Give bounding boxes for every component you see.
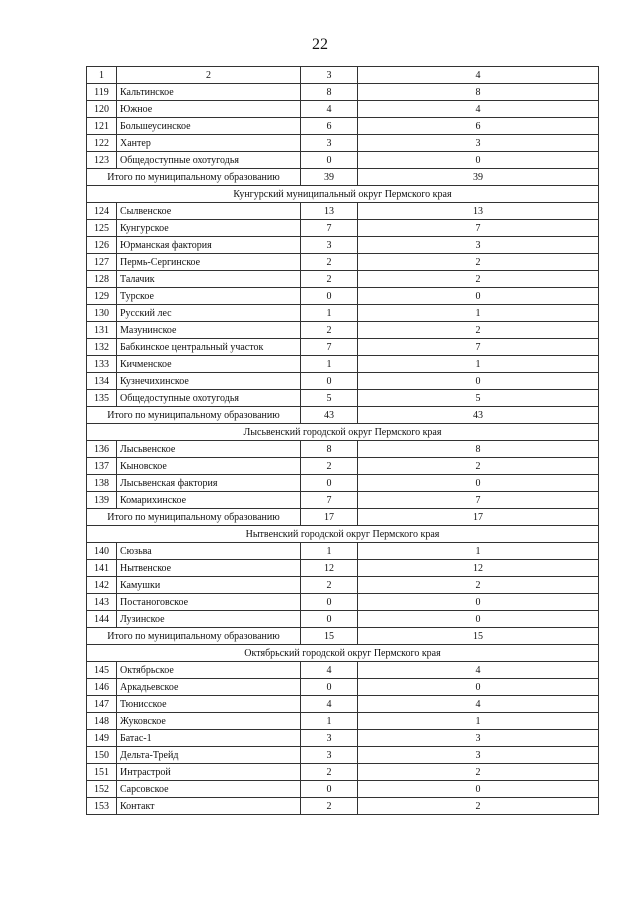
hunting-ground-name: Мазунинское	[117, 322, 301, 339]
hunting-ground-name: Талачик	[117, 271, 301, 288]
hunting-ground-name: Кыновское	[117, 458, 301, 475]
value-col3: 2	[301, 254, 358, 271]
table-row	[87, 356, 599, 373]
total-col3: 39	[301, 169, 358, 186]
table-row	[87, 373, 599, 390]
row-number: 139	[87, 492, 117, 509]
hunting-ground-name: Хантер	[117, 135, 301, 152]
value-col4: 12	[358, 560, 599, 577]
hunting-ground-name: Общедоступные охотугодья	[117, 390, 301, 407]
total-row	[87, 407, 599, 424]
value-col3: 0	[301, 594, 358, 611]
row-number: 135	[87, 390, 117, 407]
value-col4: 7	[358, 339, 599, 356]
table-row	[87, 271, 599, 288]
table-row	[87, 662, 599, 679]
value-col3: 3	[301, 730, 358, 747]
value-col3: 4	[301, 101, 358, 118]
hunting-ground-name: Дельта-Трейд	[117, 747, 301, 764]
row-number: 134	[87, 373, 117, 390]
column-number-row	[87, 67, 599, 84]
value-col4: 2	[358, 271, 599, 288]
table-row	[87, 713, 599, 730]
table-row	[87, 679, 599, 696]
row-number: 141	[87, 560, 117, 577]
hunting-ground-name: Пермь-Сергинское	[117, 254, 301, 271]
total-col3: 17	[301, 509, 358, 526]
total-col3: 15	[301, 628, 358, 645]
total-col4: 15	[358, 628, 599, 645]
value-col4: 8	[358, 441, 599, 458]
district-heading-row	[87, 424, 599, 441]
value-col4: 8	[358, 84, 599, 101]
row-number: 147	[87, 696, 117, 713]
table-row	[87, 288, 599, 305]
page-number: 22	[312, 36, 328, 53]
column-number: 3	[301, 67, 358, 84]
hunting-ground-name: Турское	[117, 288, 301, 305]
row-number: 137	[87, 458, 117, 475]
value-col3: 7	[301, 220, 358, 237]
column-number: 1	[87, 67, 117, 84]
value-col3: 0	[301, 152, 358, 169]
total-label: Итого по муниципальному образованию	[87, 169, 301, 186]
hunting-ground-name: Жуковское	[117, 713, 301, 730]
value-col3: 3	[301, 135, 358, 152]
row-number: 125	[87, 220, 117, 237]
value-col3: 0	[301, 679, 358, 696]
table-row	[87, 322, 599, 339]
row-number: 148	[87, 713, 117, 730]
table-row	[87, 203, 599, 220]
value-col3: 1	[301, 713, 358, 730]
value-col4: 3	[358, 237, 599, 254]
table-row	[87, 730, 599, 747]
table-row	[87, 764, 599, 781]
table-row	[87, 152, 599, 169]
value-col3: 7	[301, 339, 358, 356]
value-col3: 0	[301, 475, 358, 492]
hunting-ground-name: Сылвенское	[117, 203, 301, 220]
value-col4: 0	[358, 594, 599, 611]
hunting-ground-name: Контакт	[117, 798, 301, 815]
district-title: Лысьвенский городской округ Пермского края	[87, 424, 599, 441]
row-number: 120	[87, 101, 117, 118]
hunting-ground-name: Октябрьское	[117, 662, 301, 679]
value-col3: 8	[301, 441, 358, 458]
hunting-ground-name: Лузинское	[117, 611, 301, 628]
value-col3: 1	[301, 543, 358, 560]
value-col4: 3	[358, 730, 599, 747]
value-col3: 6	[301, 118, 358, 135]
table-row	[87, 611, 599, 628]
table-row	[87, 492, 599, 509]
table-row	[87, 696, 599, 713]
value-col4: 1	[358, 713, 599, 730]
value-col4: 2	[358, 254, 599, 271]
table-row	[87, 118, 599, 135]
hunting-ground-name: Русский лес	[117, 305, 301, 322]
row-number: 150	[87, 747, 117, 764]
district-title: Кунгурский муниципальный округ Пермского края	[87, 186, 599, 203]
column-number: 2	[117, 67, 301, 84]
row-number: 145	[87, 662, 117, 679]
value-col4: 0	[358, 152, 599, 169]
table-row	[87, 101, 599, 118]
value-col4: 5	[358, 390, 599, 407]
value-col3: 13	[301, 203, 358, 220]
hunting-ground-name: Интрастрой	[117, 764, 301, 781]
value-col3: 2	[301, 577, 358, 594]
hunting-ground-name: Тюнисское	[117, 696, 301, 713]
row-number: 151	[87, 764, 117, 781]
table-row	[87, 475, 599, 492]
total-col4: 17	[358, 509, 599, 526]
hunting-ground-name: Кунгурское	[117, 220, 301, 237]
value-col3: 12	[301, 560, 358, 577]
hunting-ground-name: Аркадьевское	[117, 679, 301, 696]
value-col3: 1	[301, 356, 358, 373]
value-col3: 8	[301, 84, 358, 101]
total-label: Итого по муниципальному образованию	[87, 407, 301, 424]
hunting-ground-name: Постаноговское	[117, 594, 301, 611]
value-col3: 2	[301, 764, 358, 781]
total-col4: 43	[358, 407, 599, 424]
table-row	[87, 781, 599, 798]
total-row	[87, 628, 599, 645]
value-col3: 7	[301, 492, 358, 509]
row-number: 127	[87, 254, 117, 271]
district-title: Нытвенский городской округ Пермского края	[87, 526, 599, 543]
value-col4: 6	[358, 118, 599, 135]
row-number: 143	[87, 594, 117, 611]
district-heading-row	[87, 186, 599, 203]
total-row	[87, 509, 599, 526]
table-row	[87, 441, 599, 458]
value-col3: 2	[301, 322, 358, 339]
value-col4: 3	[358, 747, 599, 764]
value-col4: 4	[358, 696, 599, 713]
row-number: 149	[87, 730, 117, 747]
value-col4: 2	[358, 577, 599, 594]
value-col3: 4	[301, 696, 358, 713]
row-number: 122	[87, 135, 117, 152]
hunting-ground-name: Общедоступные охотугодья	[117, 152, 301, 169]
table-row	[87, 798, 599, 815]
table-row	[87, 135, 599, 152]
value-col4: 0	[358, 679, 599, 696]
table-row	[87, 543, 599, 560]
district-title: Октябрьский городской округ Пермского края	[87, 645, 599, 662]
table-row	[87, 84, 599, 101]
row-number: 124	[87, 203, 117, 220]
table-row	[87, 305, 599, 322]
value-col4: 2	[358, 322, 599, 339]
table-row	[87, 594, 599, 611]
row-number: 128	[87, 271, 117, 288]
row-number: 131	[87, 322, 117, 339]
value-col3: 2	[301, 458, 358, 475]
value-col4: 4	[358, 101, 599, 118]
value-col3: 3	[301, 747, 358, 764]
value-col3: 0	[301, 288, 358, 305]
hunting-grounds-table	[86, 66, 599, 815]
value-col3: 3	[301, 237, 358, 254]
value-col4: 3	[358, 135, 599, 152]
hunting-ground-name: Сарсовское	[117, 781, 301, 798]
district-heading-row	[87, 526, 599, 543]
hunting-ground-name: Сюзьва	[117, 543, 301, 560]
row-number: 121	[87, 118, 117, 135]
value-col4: 2	[358, 798, 599, 815]
total-label: Итого по муниципальному образованию	[87, 509, 301, 526]
value-col3: 0	[301, 781, 358, 798]
hunting-ground-name: Лысьвенское	[117, 441, 301, 458]
value-col4: 4	[358, 662, 599, 679]
table-row	[87, 237, 599, 254]
value-col3: 2	[301, 798, 358, 815]
total-col4: 39	[358, 169, 599, 186]
value-col4: 1	[358, 356, 599, 373]
value-col4: 7	[358, 220, 599, 237]
value-col3: 0	[301, 611, 358, 628]
hunting-ground-name: Лысьвенская фактория	[117, 475, 301, 492]
hunting-ground-name: Кичменское	[117, 356, 301, 373]
hunting-ground-name: Камушки	[117, 577, 301, 594]
row-number: 126	[87, 237, 117, 254]
row-number: 130	[87, 305, 117, 322]
hunting-ground-name: Южное	[117, 101, 301, 118]
row-number: 138	[87, 475, 117, 492]
value-col4: 7	[358, 492, 599, 509]
value-col4: 2	[358, 764, 599, 781]
row-number: 123	[87, 152, 117, 169]
value-col4: 2	[358, 458, 599, 475]
value-col4: 1	[358, 305, 599, 322]
total-row	[87, 169, 599, 186]
table-row	[87, 220, 599, 237]
row-number: 133	[87, 356, 117, 373]
hunting-ground-name: Нытвенское	[117, 560, 301, 577]
row-number: 152	[87, 781, 117, 798]
value-col4: 0	[358, 475, 599, 492]
value-col3: 4	[301, 662, 358, 679]
row-number: 153	[87, 798, 117, 815]
value-col4: 0	[358, 611, 599, 628]
total-label: Итого по муниципальному образованию	[87, 628, 301, 645]
table-row	[87, 577, 599, 594]
row-number: 142	[87, 577, 117, 594]
value-col4: 0	[358, 781, 599, 798]
row-number: 132	[87, 339, 117, 356]
table-row	[87, 254, 599, 271]
hunting-ground-name: Бабкинское центральный участок	[117, 339, 301, 356]
hunting-ground-name: Батас-1	[117, 730, 301, 747]
hunting-ground-name: Комарихинское	[117, 492, 301, 509]
total-col3: 43	[301, 407, 358, 424]
row-number: 144	[87, 611, 117, 628]
row-number: 146	[87, 679, 117, 696]
row-number: 140	[87, 543, 117, 560]
row-number: 129	[87, 288, 117, 305]
district-heading-row	[87, 645, 599, 662]
row-number: 119	[87, 84, 117, 101]
table-row	[87, 747, 599, 764]
hunting-ground-name: Кузнечихинское	[117, 373, 301, 390]
table-row	[87, 339, 599, 356]
value-col3: 2	[301, 271, 358, 288]
table-row	[87, 458, 599, 475]
value-col3: 5	[301, 390, 358, 407]
hunting-ground-name: Юрманская фактория	[117, 237, 301, 254]
table-row	[87, 560, 599, 577]
hunting-ground-name: Большеусинское	[117, 118, 301, 135]
value-col4: 13	[358, 203, 599, 220]
column-number: 4	[358, 67, 599, 84]
value-col4: 0	[358, 288, 599, 305]
hunting-ground-name: Кальтинское	[117, 84, 301, 101]
row-number: 136	[87, 441, 117, 458]
value-col3: 0	[301, 373, 358, 390]
value-col4: 0	[358, 373, 599, 390]
value-col4: 1	[358, 543, 599, 560]
value-col3: 1	[301, 305, 358, 322]
table-row	[87, 390, 599, 407]
